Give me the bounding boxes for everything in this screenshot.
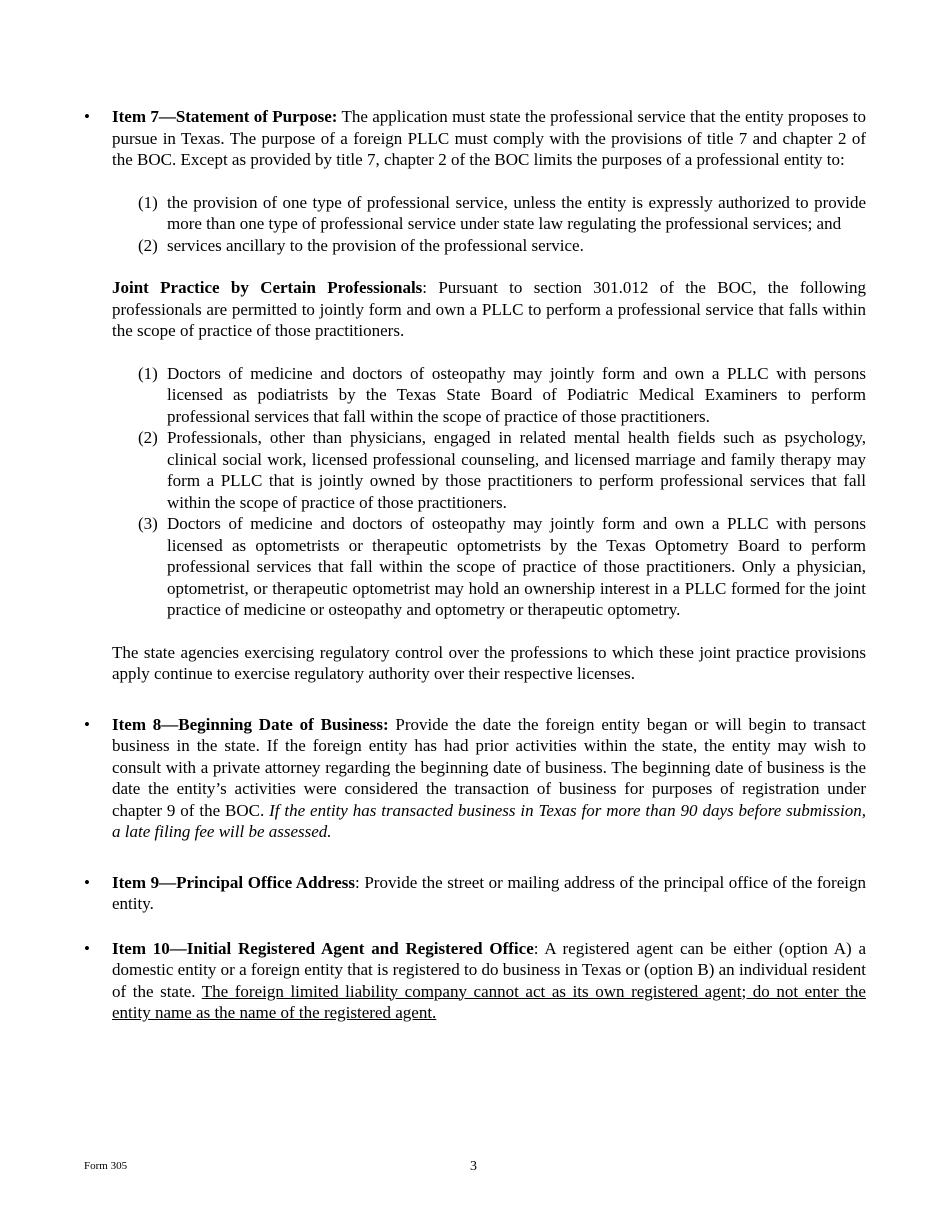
item-7-heading: Item 7—Statement of Purpose: xyxy=(112,107,338,126)
item-7-paragraph xyxy=(112,106,866,171)
purpose-list xyxy=(112,192,866,257)
item-9-text: : Provide the street or mailing address of the principal office of the foreign entity. xyxy=(112,872,866,913)
item-8-paragraph xyxy=(112,714,866,843)
item-10-text: : A registered agent can be either (option A) a domestic entity or a foreign entity that is registered to do business in Texas or (option B) an individual resident of the state. xyxy=(112,938,866,1001)
list-item xyxy=(138,513,866,621)
item-10-paragraph xyxy=(112,938,866,1024)
joint-practice-text: : Pursuant to section 301.012 of the BOC, the following professionals are permitted to jointly form and own a PLLC to perform a professional service that falls within the scope of practice of those practitioners. xyxy=(112,278,867,340)
list-item xyxy=(138,363,866,428)
item-9 xyxy=(84,872,866,915)
list-item xyxy=(138,235,866,257)
joint-practice-paragraph xyxy=(112,277,866,342)
list-text: Doctors of medicine and doctors of osteopathy may jointly form and own a PLLC with persons licensed as optometrists or therapeutic optometrists by the Texas Optometry Board to perform professional services that fall within the scope of practice of those practitioners. Only a physician, optometrist, or therapeutic optometrist may hold an ownership interest in a PLLC formed for the joint practice of medicine or osteopathy and optometry or therapeutic optometry. xyxy=(167,514,866,619)
item-10-heading: Item 10—Initial Registered Agent and Registered Office xyxy=(112,938,534,958)
bullet-icon: • xyxy=(84,107,90,126)
item-9-paragraph xyxy=(112,872,866,915)
list-number: (3) xyxy=(138,514,158,533)
item-7 xyxy=(84,106,867,171)
joint-practice-closing: The state agencies exercising regulatory control over the professions to which these joint practice provisions apply continue to exercise regulatory authority over their respective licenses. xyxy=(112,642,866,683)
bullet-icon: • xyxy=(84,872,90,892)
list-number: (2) xyxy=(138,235,158,255)
form-number: Form 305 xyxy=(84,1160,128,1172)
item-8 xyxy=(84,714,867,843)
list-item xyxy=(138,427,866,513)
item-10 xyxy=(84,938,866,1024)
list-text: the provision of one type of professional service, unless the entity is expressly authorized to provide more than one type of professional service under state law regulating the professional services; and xyxy=(167,192,866,233)
bullet-icon: • xyxy=(84,714,90,734)
list-number: (1) xyxy=(138,192,158,212)
list-number: (2) xyxy=(138,428,158,447)
joint-practice-heading: Joint Practice by Certain Professionals xyxy=(112,278,423,297)
joint-practice-list xyxy=(112,363,866,621)
page-number: 3 xyxy=(470,1159,477,1174)
list-text: Professionals, other than physicians, engaged in related mental health fields such as psychology, clinical social work, licensed professional counseling, and licensed marriage and family therapy may form a PLLC that is jointly owned by those practitioners to perform professional services that fall within the scope of practice of those practitioners. xyxy=(167,428,866,512)
item-9-heading: Item 9—Principal Office Address xyxy=(112,872,356,892)
item-8-italic: If the entity has transacted business in Texas for more than 90 days before submission, a late filing fee will be assessed. xyxy=(112,800,867,841)
item-8-text: Provide the date the foreign entity began or will begin to transact business in the state. If the foreign entity has had prior activities within the state, the entity may wish to consult with a private attorney regarding the beginning date of business. The beginning date of business is the date the entity’s activities were considered the transaction of business for purposes of registration under chapter 9 of the BOC. xyxy=(112,714,866,820)
document-body xyxy=(84,106,867,1024)
bullet-icon: • xyxy=(84,938,90,958)
item-10-underlined: The foreign limited liability company cannot act as its own registered agent; do not enter the entity name as the name of the registered agent. xyxy=(112,981,866,1022)
list-item xyxy=(138,192,866,235)
list-text: Doctors of medicine and doctors of osteopathy may jointly form and own a PLLC with persons licensed as podiatrists by the Texas State Board of Podiatric Medical Examiners to perform professional services that fall within the scope of practice of those practitioners. xyxy=(167,363,866,426)
list-text: services ancillary to the provision of the professional service. xyxy=(167,235,584,255)
list-number: (1) xyxy=(138,363,158,383)
item-7-text: The application must state the professional service that the entity proposes to pursue in Texas. The purpose of a foreign PLLC must comply with the provisions of title 7 and chapter 2 of the BOC. Except as provided by title 7, chapter 2 of the BOC limits the purposes of a professional entity to: xyxy=(112,107,867,169)
item-8-heading: Item 8—Beginning Date of Business: xyxy=(112,714,389,734)
